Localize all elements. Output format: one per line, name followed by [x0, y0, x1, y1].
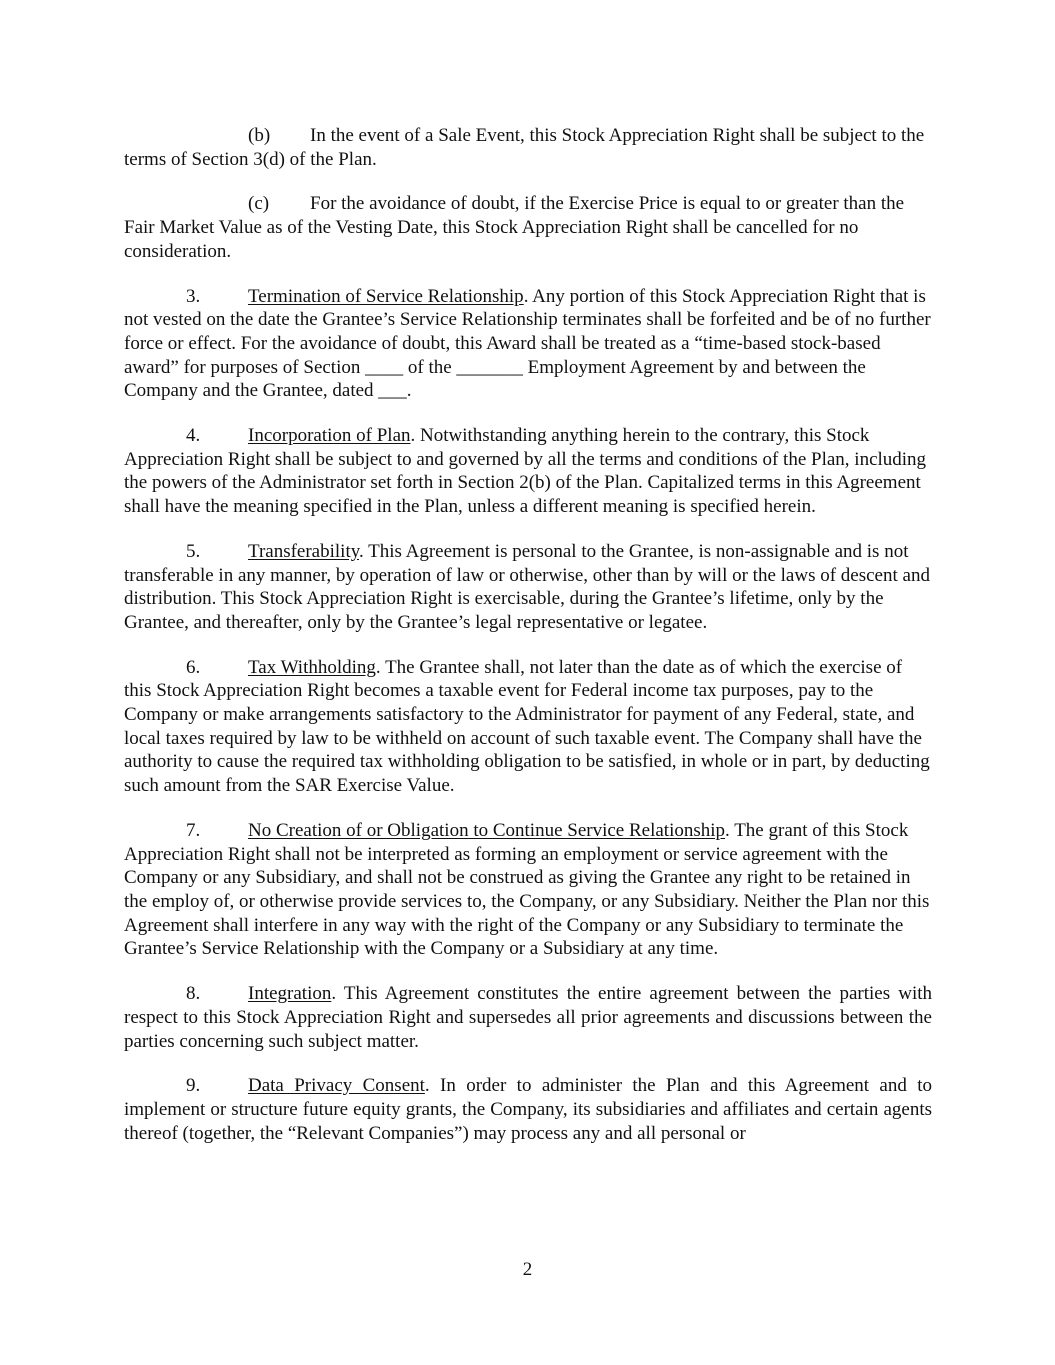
section-number: 4.: [186, 425, 201, 447]
section-9: [124, 1074, 932, 1145]
section-heading: Data Privacy Consent: [248, 1075, 425, 1097]
section-3: [124, 285, 932, 404]
section-6: [124, 656, 932, 798]
section-text: . This Agreement is personal to the Grantee, is non-assignable and is not transferable in any manner, by operation of law or otherwise, other than by will or the laws of descent and distribution. This Stock Appreciation Right is exercisable, during the Grantee’s lifetime, only by the Grantee, and thereafter, only by the Grantee’s legal representative or legatee.: [124, 540, 930, 633]
section-text: . The Grantee shall, not later than the date as of which the exercise of this Stock Appreciation Right becomes a taxable event for Federal income tax purposes, pay to the Company or make arrangements satisfactory to the Administrator for payment of any Federal, state, and local taxes required by law to be withheld on account of such taxable event. The Company shall have the authority to cause the required tax withholding obligation to be satisfied, in whole or in part, by deducting such amount from the SAR Exercise Value.: [124, 656, 930, 797]
paragraph-label: (b): [248, 125, 271, 146]
section-number: 7.: [186, 819, 201, 841]
section-text: . This Agreement constitutes the entire agreement between the parties with respect to this Stock Appreciation Right and supersedes all prior agreements and discussions between the parties concerning such subject matter.: [124, 983, 932, 1052]
paragraph-text: In the event of a Sale Event, this Stock Appreciation Right shall be subject to the terms of Section 3(d) of the Plan.: [124, 125, 925, 170]
paragraph-b: [124, 124, 932, 171]
section-heading: Incorporation of Plan: [248, 425, 411, 447]
section-number: 8.: [186, 983, 201, 1005]
paragraph-c: [124, 192, 932, 263]
section-text: . Any portion of this Stock Appreciation Right that is not vested on the date the Grantee’s Service Relationship terminates shall be forfeited and be of no further force or effect. For the avoidance of doubt, this Award shall be treated as a “time-based stock-based award” for purposes of Section ____ of the _______ Employment Agreement by and between the Company and the Grantee, dated ___.: [124, 285, 931, 402]
section-heading: No Creation of or Obligation to Continue Service Relationship: [248, 819, 726, 841]
section-7: [124, 819, 932, 961]
section-heading: Tax Withholding: [248, 656, 376, 678]
section-4: [124, 424, 932, 519]
page-number: 2: [522, 1259, 533, 1280]
section-number: 5.: [186, 540, 201, 562]
section-heading: Termination of Service Relationship: [248, 285, 524, 307]
section-number: 3.: [186, 285, 201, 307]
section-5: [124, 540, 932, 635]
section-heading: Transferability: [248, 540, 359, 562]
paragraph-text: For the avoidance of doubt, if the Exercise Price is equal to or greater than the Fair Market Value as of the Vesting Date, this Stock Appreciation Right shall be cancelled for no consideration.: [124, 193, 905, 262]
section-heading: Integration: [248, 983, 332, 1005]
section-8: [124, 982, 932, 1053]
section-text: . In order to administer the Plan and this Agreement and to implement or structure future equity grants, the Company, its subsidiaries and affiliates and certain agents thereof (together, the “Relevant Companies”) may process any and all personal or: [124, 1075, 933, 1144]
section-text: . Notwithstanding anything herein to the contrary, this Stock Appreciation Right shall be subject to and governed by all the terms and conditions of the Plan, including the powers of the Administrator set forth in Section 2(b) of the Plan. Capitalized terms in this Agreement shall have the meaning specified in the Plan, unless a different meaning is specified herein.: [124, 425, 927, 518]
document-page: [124, 124, 932, 1166]
section-text: . The grant of this Stock Appreciation Right shall not be interpreted as forming an employment or service agreement with the Company or any Subsidiary, and shall not be construed as giving the Grantee any right to be retained in the employ of, or otherwise provide services to, the Company, or any Subsidiary. Neither the Plan nor this Agreement shall interfere in any way with the right of the Company or any Subsidiary to terminate the Grantee’s Service Relationship with the Company or a Subsidiary at any time.: [124, 819, 930, 960]
paragraph-label: (c): [248, 193, 270, 215]
section-number: 9.: [186, 1075, 201, 1097]
section-number: 6.: [186, 656, 201, 678]
